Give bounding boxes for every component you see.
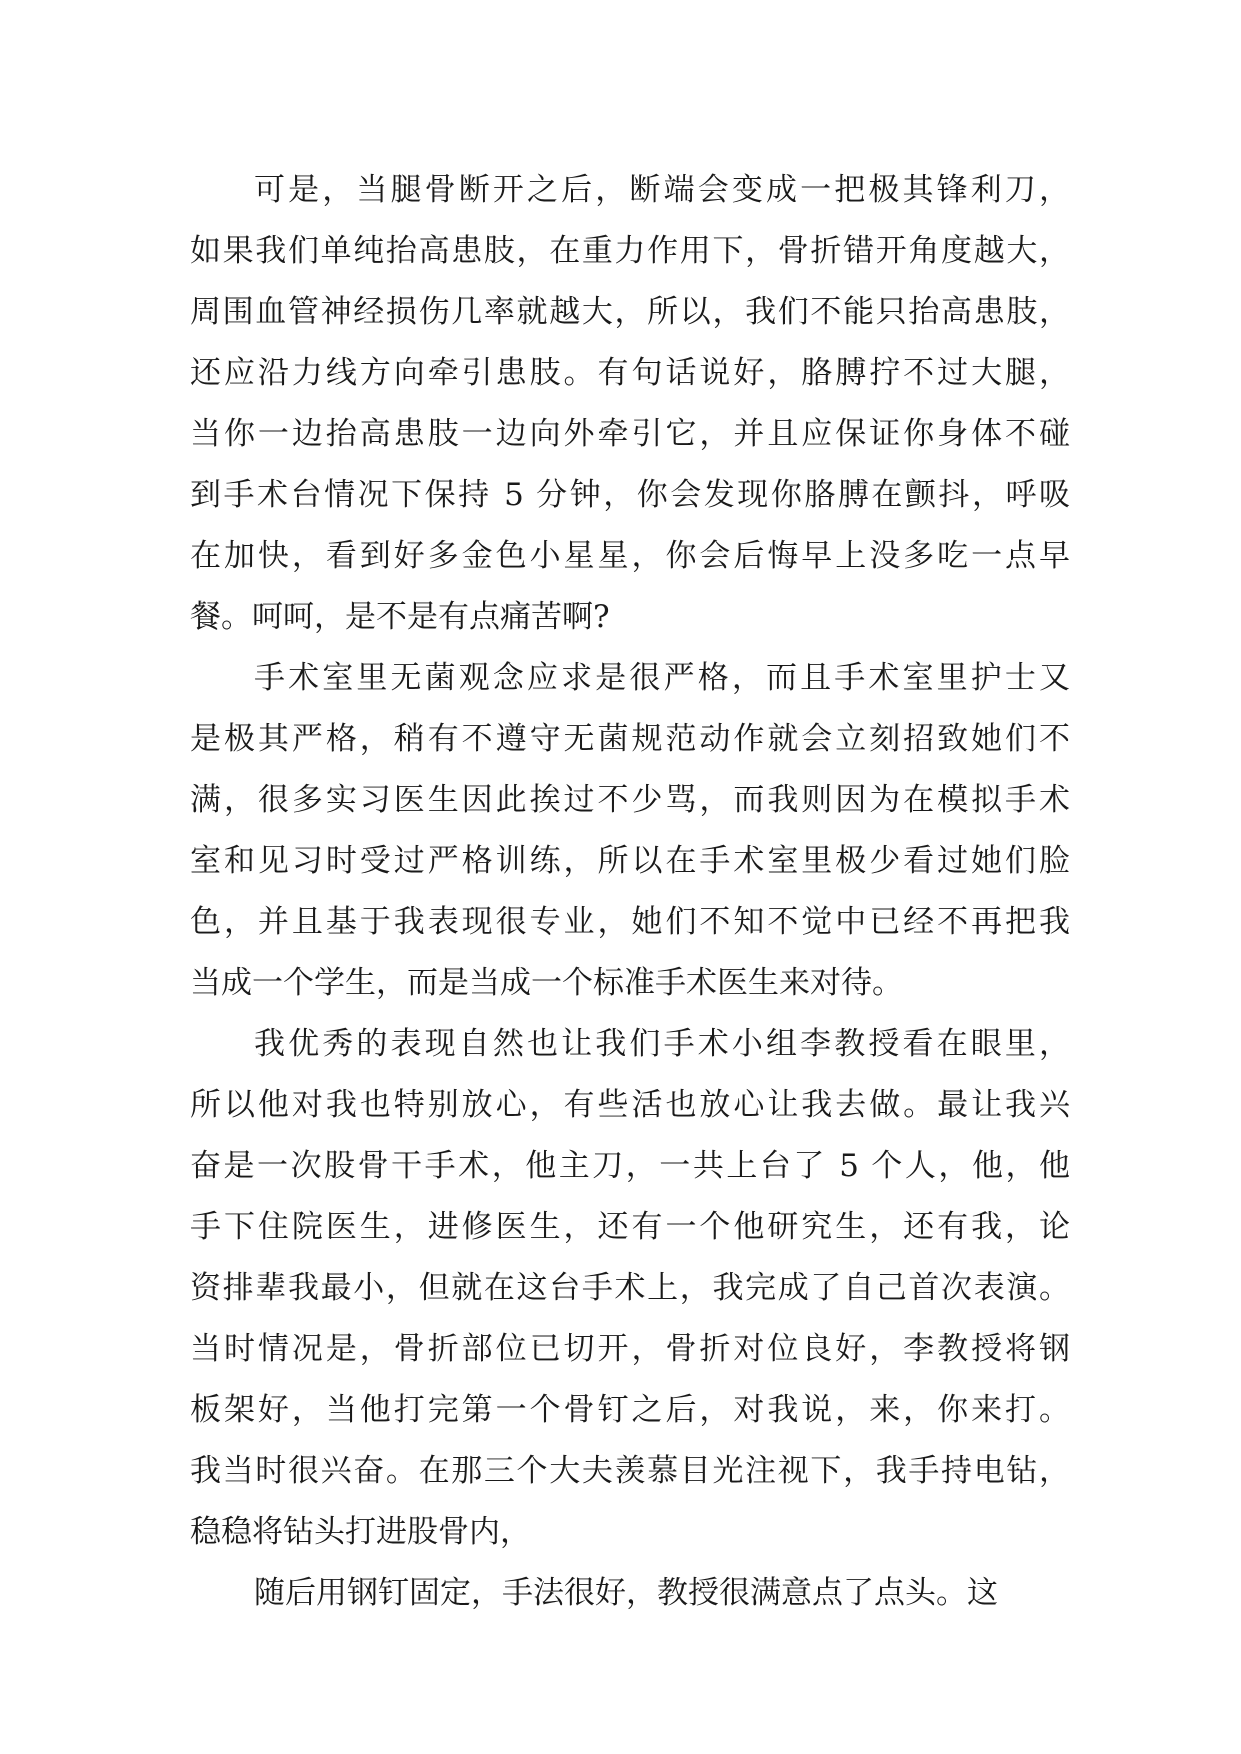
text-line: 奋是一次股骨干手术，他主刀，一共上台了 5 个人，他，他 [190,1148,1070,1184]
text-line: 餐。呵呵，是不是有点痛苦啊? [190,599,610,635]
text-line: 室和见习时受过严格训练，所以在手术室里极少看过她们脸 [190,843,1070,879]
text-line: 资排辈我最小，但就在这台手术上，我完成了自己首次表演。 [190,1270,1070,1306]
text-line: 满，很多实习医生因此挨过不少骂，而我则因为在模拟手术 [190,782,1070,818]
text-line: 随后用钢钉固定，手法很好，教授很满意点了点头。这 [254,1575,998,1611]
text-line: 在加快，看到好多金色小星星，你会后悔早上没多吃一点早 [190,538,1070,574]
text-line: 如果我们单纯抬高患肢，在重力作用下，骨折错开角度越大， [190,233,1070,269]
text-line: 还应沿力线方向牵引患肢。有句话说好，胳膊拧不过大腿， [190,355,1070,391]
text-line: 到手术台情况下保持 5 分钟，你会发现你胳膊在颤抖，呼吸 [190,477,1070,513]
text-line: 手下住院医生，进修医生，还有一个他研究生，还有我，论 [190,1209,1070,1245]
text-line: 是极其严格，稍有不遵守无菌规范动作就会立刻招致她们不 [190,721,1070,757]
text-line: 稳稳将钻头打进股骨内， [190,1514,531,1550]
text-line: 我优秀的表现自然也让我们手术小组李教授看在眼里， [254,1026,1070,1062]
text-line: 手术室里无菌观念应求是很严格，而且手术室里护士又 [254,660,1070,696]
text-line: 当时情况是，骨折部位已切开，骨折对位良好，李教授将钢 [190,1331,1070,1367]
text-line: 色，并且基于我表现很专业，她们不知不觉中已经不再把我 [190,904,1070,940]
text-line: 可是，当腿骨断开之后，断端会变成一把极其锋利刀， [254,172,1070,208]
document-body [190,160,1070,1624]
text-line: 板架好，当他打完第一个骨钉之后，对我说，来，你来打。 [190,1392,1070,1428]
text-line: 所以他对我也特别放心，有些活也放心让我去做。最让我兴 [190,1087,1070,1123]
text-line: 周围血管神经损伤几率就越大，所以，我们不能只抬高患肢， [190,294,1070,330]
text-line: 当你一边抬高患肢一边向外牵引它，并且应保证你身体不碰 [190,416,1070,452]
text-line: 当成一个学生，而是当成一个标准手术医生来对待。 [190,965,903,1001]
text-line: 我当时很兴奋。在那三个大夫羡慕目光注视下，我手持电钻， [190,1453,1070,1489]
